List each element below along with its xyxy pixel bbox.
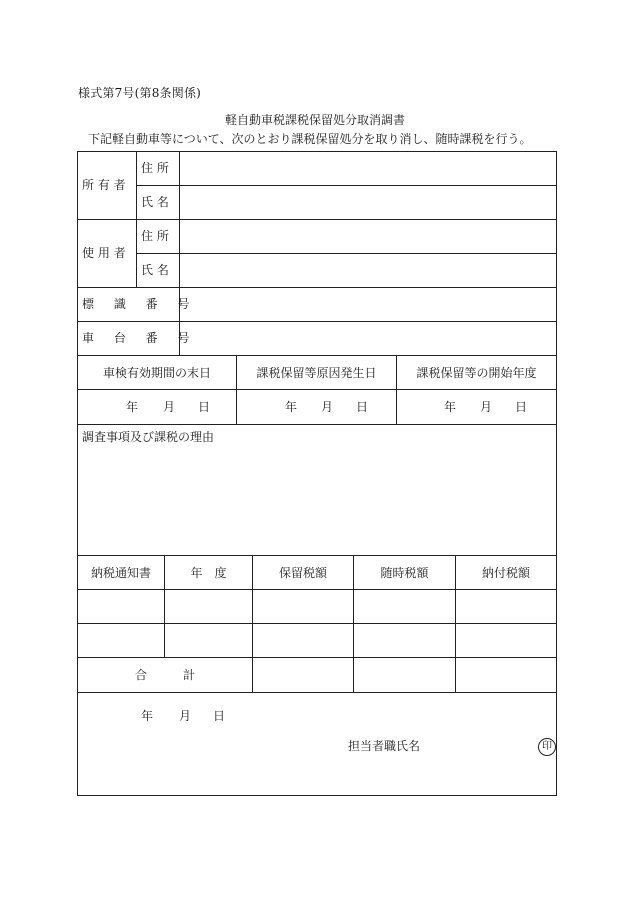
chassis-number-label: 車 台 番 号 <box>82 331 198 345</box>
date3-month: 月 <box>480 400 493 414</box>
user-name-label: 氏 名 <box>141 263 169 277</box>
tax-header-occasional: 随時税額 <box>380 566 429 580</box>
user-label: 使 用 者 <box>82 246 126 260</box>
footer-year: 年 <box>141 709 154 723</box>
owner-label: 所 有 者 <box>82 178 126 192</box>
plate-number-label: 標 識 番 号 <box>82 297 198 311</box>
tax-header-notice: 納税通知書 <box>90 566 151 580</box>
date3-day: 日 <box>515 400 528 414</box>
date3-year: 年 <box>444 400 457 414</box>
reason-label: 調査事項及び課税の理由 <box>82 430 215 444</box>
start-year-header: 課税保留等の開始年度 <box>416 366 537 380</box>
date1-day: 日 <box>198 400 211 414</box>
tax-header-year: 年 度 <box>190 566 227 580</box>
owner-name-label: 氏 名 <box>141 195 169 209</box>
form-number: 様式第7号(第8条関係) <box>78 86 202 100</box>
date2-month: 月 <box>321 400 334 414</box>
total-label: 合 計 <box>134 668 195 682</box>
tax-header-paid: 納付税額 <box>481 566 530 580</box>
user-address-label: 住 所 <box>141 229 169 243</box>
officer-name-label: 担当者職氏名 <box>348 739 421 753</box>
form-border <box>78 152 557 796</box>
seal-mark: 印 <box>538 738 556 756</box>
cause-date-header: 課税保留等原因発生日 <box>256 366 377 380</box>
date1-year: 年 <box>126 400 139 414</box>
intro-text: 下記軽自動車等について、次のとおり課税保留処分を取り消し、随時課税を行う。 <box>88 132 532 146</box>
document-title: 軽自動車税課税保留処分取消調書 <box>224 113 405 127</box>
date1-month: 月 <box>163 400 176 414</box>
footer-month: 月 <box>179 709 192 723</box>
owner-address-label: 住 所 <box>141 161 169 175</box>
inspection-expiry-header: 車検有効期間の末日 <box>102 366 211 380</box>
footer-day: 日 <box>213 709 226 723</box>
date2-year: 年 <box>285 400 298 414</box>
tax-header-reserved: 保留税額 <box>278 566 327 580</box>
date2-day: 日 <box>356 400 369 414</box>
